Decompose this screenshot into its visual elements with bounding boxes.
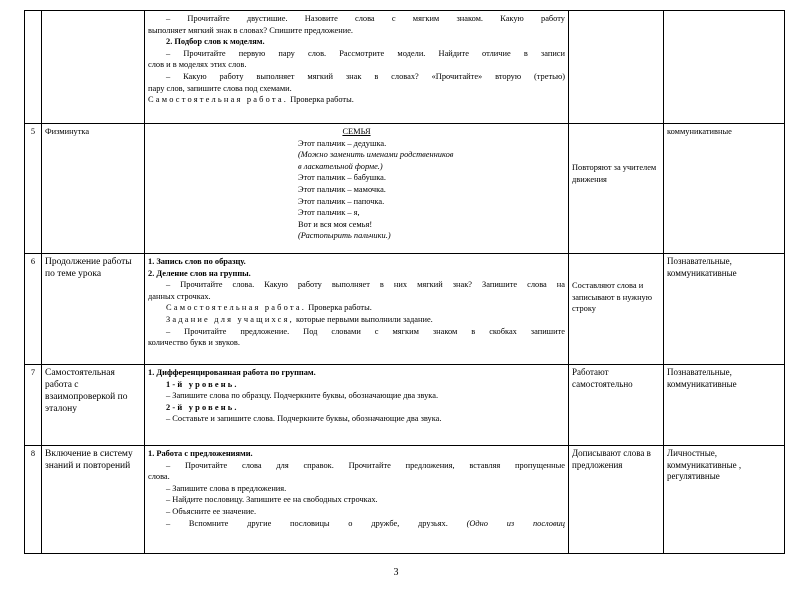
content-cell [145,365,569,446]
content-line: – Найдите пословицу. Запишите ее на свободных строчках. [166,495,378,505]
poem-note: в ласкательной форме.) [298,161,383,171]
poem-line: Этот пальчик – дедушка. [298,138,387,148]
content-text: Проверка работы. [308,303,372,313]
content-cell [145,254,569,365]
content-line: данных строчках. [148,291,211,301]
table-row [25,446,785,554]
spaced-text: Самостоятельная работа. [166,303,307,313]
row-number: 6 [25,254,42,365]
poem-note: (Растопырить пальчики.) [298,231,391,241]
content-line [148,314,565,326]
stage-cell [42,11,145,124]
poem-line: Этот пальчик – мамочка. [298,184,386,194]
table-row [25,365,785,446]
row-number: 7 [25,365,42,446]
uud-cell [664,11,785,124]
content-line: выполняет мягкий знак в словах? Спишите предложение. [148,25,354,35]
content-line [148,518,565,530]
page-number: 3 [393,567,399,578]
content-line: слова. [148,472,170,482]
activity-cell [569,124,664,254]
content-line: – Запишите слова по образцу. Подчеркните буквы, обозначающие два звука. [166,391,439,401]
activity-cell: Дописывают слова в предложения [569,446,664,554]
content-line [148,302,565,314]
activity-cell: Работают самостоятельно [569,365,664,446]
content-cell [145,11,569,124]
poem-line: Этот пальчик – я, [298,208,360,218]
poem-block [148,138,565,242]
activity-text: Составляют слова и записывают в нужную строку [572,281,653,314]
content-line: – Составьте и запишите слова. Подчеркните буквы, обозначающие два звука. [166,414,442,424]
content-line: – Прочитайте двустишие. Назовите слова с мягким знаком. Какую работу [166,14,565,23]
table-row [25,124,785,254]
table-row [25,11,785,124]
row-number: 8 [25,446,42,554]
stage-cell: Продолжение работы по теме урока [42,254,145,365]
content-line: – Прочитайте первую пару слов. Рассмотрите модели. Найдите отличие в записи [166,48,565,58]
content-cell [145,446,569,554]
poem-line: Вот и вся моя семья! [298,219,373,229]
uud-cell: Познавательные, коммуникативные [664,365,785,446]
content-text: которые первыми выполнили задание. [296,314,433,324]
content-line: – Запишите слова в предложения. [166,483,287,493]
content-note: (Одно из пословиц [466,518,565,528]
stage-cell: Физминутка [42,124,145,254]
content-line: – Прочитайте слова. Какую работу выполняет в них мягкий знак? Запишите слова на [166,280,565,290]
lesson-plan-table [24,10,785,554]
content-heading: 1. Работа с предложениями. [148,449,253,458]
content-heading: 2. Деление слов на группы. [148,268,251,278]
uud-cell: Личностные, коммуникативные , регулятивные [664,446,785,554]
poem-title: СЕМЬЯ [342,127,371,136]
stage-cell: Включение в систему знаний и повторений [42,446,145,554]
poem-line: Этот пальчик – бабушка. [298,173,386,183]
stage-cell: Самостоятельная работа с взаимопроверкой по эталону [42,365,145,446]
content-line: – Объясните ее значение. [166,506,257,516]
activity-text: Повторяют за учителем движения [572,163,657,184]
content-line: – Прочитайте предложение. Под словами с мягким знаком в скобках запишите [166,326,565,336]
poem-note: (Можно заменить именами родственников [298,150,454,160]
content-line: – Прочитайте слова для справок. Прочитайте предложения, вставляя пропущенные [166,460,565,470]
level-heading: 1-й уровень. [166,379,239,389]
content-line: слов и в моделях этих слов. [148,60,247,70]
activity-cell [569,254,664,365]
content-text: – Вспомните другие пословицы о дружбе, друзьях. [166,518,448,528]
content-heading: 1. Запись слов по образцу. [148,257,246,266]
spaced-text: Самостоятельная работа. [148,95,289,105]
content-line: количество букв и звуков. [148,338,240,348]
content-cell [145,124,569,254]
content-text: Проверка работы. [290,95,354,105]
content-line: – Какую работу выполняет мягкий знак в словах? «Прочитайте» вторую (третью) [166,71,565,81]
uud-cell: Познавательные, коммуникативные [664,254,785,365]
activity-cell [569,11,664,124]
table-row [25,254,785,365]
spaced-text: Задание для учащихся, [166,314,294,324]
poem-line: Этот пальчик – папочка. [298,196,385,206]
uud-cell: коммуникативные [664,124,785,254]
level-heading: 2-й уровень. [166,402,239,412]
content-heading: 1. Дифференцированная работа по группам. [148,368,316,377]
content-line: пару слов, запишите слова под схемами. [148,83,292,93]
row-number [25,11,42,124]
content-line [148,94,565,106]
content-heading: 2. Подбор слов к моделям. [166,37,265,47]
row-number: 5 [25,124,42,254]
